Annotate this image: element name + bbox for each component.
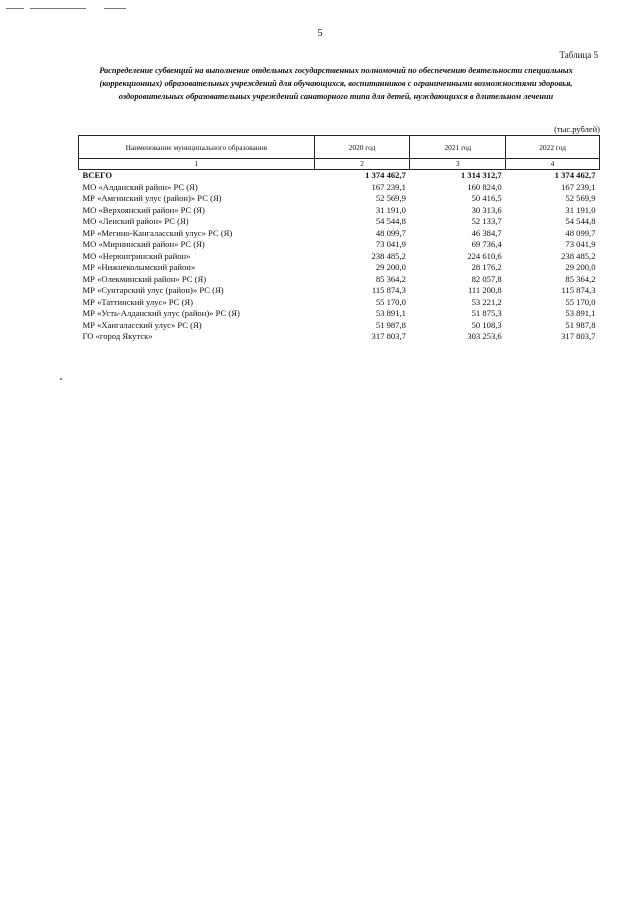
table-row <box>79 216 600 228</box>
subvention-table <box>78 135 600 343</box>
value-2020: 52 569,9 <box>375 193 406 203</box>
value-2021: 30 313,6 <box>471 204 502 215</box>
table-row <box>79 182 600 194</box>
table-row <box>79 193 600 205</box>
row-name: МР «Мегино-Кангаласский улус» РС (Я) <box>82 227 233 238</box>
value-2020: 53 891,1 <box>375 308 406 318</box>
row-name: МР «Усть-Алданский улус (район)» РС (Я) <box>82 308 240 318</box>
table-number: Таблица 5 <box>559 50 598 60</box>
table-row <box>79 251 600 263</box>
column-header-2020: 2020 год <box>314 136 410 159</box>
value-2022: 317 803,7 <box>561 331 596 341</box>
scan-artifact <box>6 8 24 9</box>
value-2020: 51 987,8 <box>375 319 406 330</box>
row-name: ВСЕГО <box>82 170 113 180</box>
value-2022: 29 200,0 <box>565 262 596 272</box>
value-2022: 53 891,1 <box>565 308 596 318</box>
value-2021: 46 384,7 <box>471 227 502 238</box>
value-2021: 111 200,8 <box>467 285 502 295</box>
row-name: МО «Мирнинский район» РС (Я) <box>82 239 205 249</box>
table-row <box>79 320 600 332</box>
scan-artifact <box>104 8 126 9</box>
value-2022: 55 170,0 <box>565 296 596 307</box>
value-2020: 31 191,0 <box>375 204 406 215</box>
row-name: МО «Верхоянский район» РС (Я) <box>82 204 205 215</box>
table-row <box>79 308 600 320</box>
value-2022: 85 364,2 <box>565 273 596 284</box>
value-2020: 167 239,1 <box>371 181 406 192</box>
value-2020: 85 364,2 <box>375 273 406 284</box>
table-row <box>79 205 600 217</box>
value-2021: 50 416,5 <box>471 193 502 203</box>
value-2022: 51 987,8 <box>565 319 596 330</box>
value-2021: 53 221,2 <box>471 296 502 307</box>
value-2021: 224 610,6 <box>467 250 502 261</box>
value-2022: 54 544,8 <box>565 216 596 226</box>
row-name: МО «Алданский район» РС (Я) <box>82 181 198 192</box>
value-2022: 52 569,9 <box>565 193 596 203</box>
value-2021: 50 108,3 <box>471 319 502 330</box>
column-header-2022: 2022 год <box>506 136 600 159</box>
value-2021: 303 253,6 <box>467 331 502 341</box>
value-2020: 48 099,7 <box>375 227 406 238</box>
row-name: МО «Нерюнгринский район» <box>82 250 191 261</box>
value-2020: 317 803,7 <box>371 331 406 341</box>
value-2021: 28 176,2 <box>471 262 502 272</box>
row-name: МР «Нижнеколымский район» <box>82 262 196 272</box>
value-2020: 55 170,0 <box>375 296 406 307</box>
value-2020: 115 874,3 <box>371 285 406 295</box>
table-row <box>79 331 600 343</box>
column-index: 4 <box>506 159 600 170</box>
column-index: 3 <box>410 159 506 170</box>
units-label: (тыс.рублей) <box>554 124 600 134</box>
total-row <box>79 170 600 182</box>
table-row <box>79 262 600 274</box>
table-row <box>79 274 600 286</box>
value-2022: 167 239,1 <box>561 181 596 192</box>
value-2022: 48 099,7 <box>565 227 596 238</box>
scan-dot <box>60 378 62 380</box>
table-row <box>79 297 600 309</box>
value-2021: 51 875,3 <box>471 308 502 318</box>
value-2022: 115 874,3 <box>561 285 596 295</box>
row-name: МР «Хангаласский улус» РС (Я) <box>82 319 202 330</box>
row-name: МР «Амгинский улус (район)» РС (Я) <box>82 193 222 203</box>
value-2021: 52 133,7 <box>471 216 502 226</box>
scan-artifact <box>30 8 86 9</box>
table-row <box>79 285 600 297</box>
value-2020: 54 544,8 <box>375 216 406 226</box>
column-header-name: Наименование муниципального образования <box>79 136 315 159</box>
value-2021: 82 057,8 <box>471 273 502 284</box>
table-row <box>79 228 600 240</box>
column-index: 1 <box>79 159 315 170</box>
row-name: МР «Таттинский улус» РС (Я) <box>82 296 194 307</box>
value-2022: 31 191,0 <box>565 204 596 215</box>
value-2020: 29 200,0 <box>375 262 406 272</box>
value-2020: 1 374 462,7 <box>365 170 406 180</box>
document-title: Распределение субвенций на выполнение отдельных государственных полномочий по обеспечению деятельности специальных (коррекционных) образовательных учреждений для обучающихся, воспитанников с ограниченными возможностями здоровья, оздоровительных образовательных учреждений санаторного типа для детей, нуждающихся в длительном лечении <box>99 66 573 101</box>
value-2021: 1 314 312,7 <box>460 170 502 180</box>
header-row <box>79 136 600 159</box>
value-2022: 73 041,9 <box>565 239 596 249</box>
row-name: МО «Ленский район» РС (Я) <box>82 216 189 226</box>
value-2022: 1 374 462,7 <box>554 170 596 180</box>
row-name: ГО «город Якутск» <box>82 331 153 341</box>
column-header-2021: 2021 год <box>410 136 506 159</box>
value-2020: 73 041,9 <box>375 239 406 249</box>
column-index: 2 <box>314 159 410 170</box>
value-2021: 160 824,0 <box>467 181 502 192</box>
row-name: МР «Олекминский район» РС (Я) <box>82 273 207 284</box>
value-2020: 238 485,2 <box>371 250 406 261</box>
value-2021: 69 736,4 <box>471 239 502 249</box>
row-name: МР «Сунтарский улус (район)» РС (Я) <box>82 285 224 295</box>
table-row <box>79 239 600 251</box>
column-index-row <box>79 159 600 170</box>
value-2022: 238 485,2 <box>561 250 596 261</box>
page-number: 5 <box>317 28 323 39</box>
